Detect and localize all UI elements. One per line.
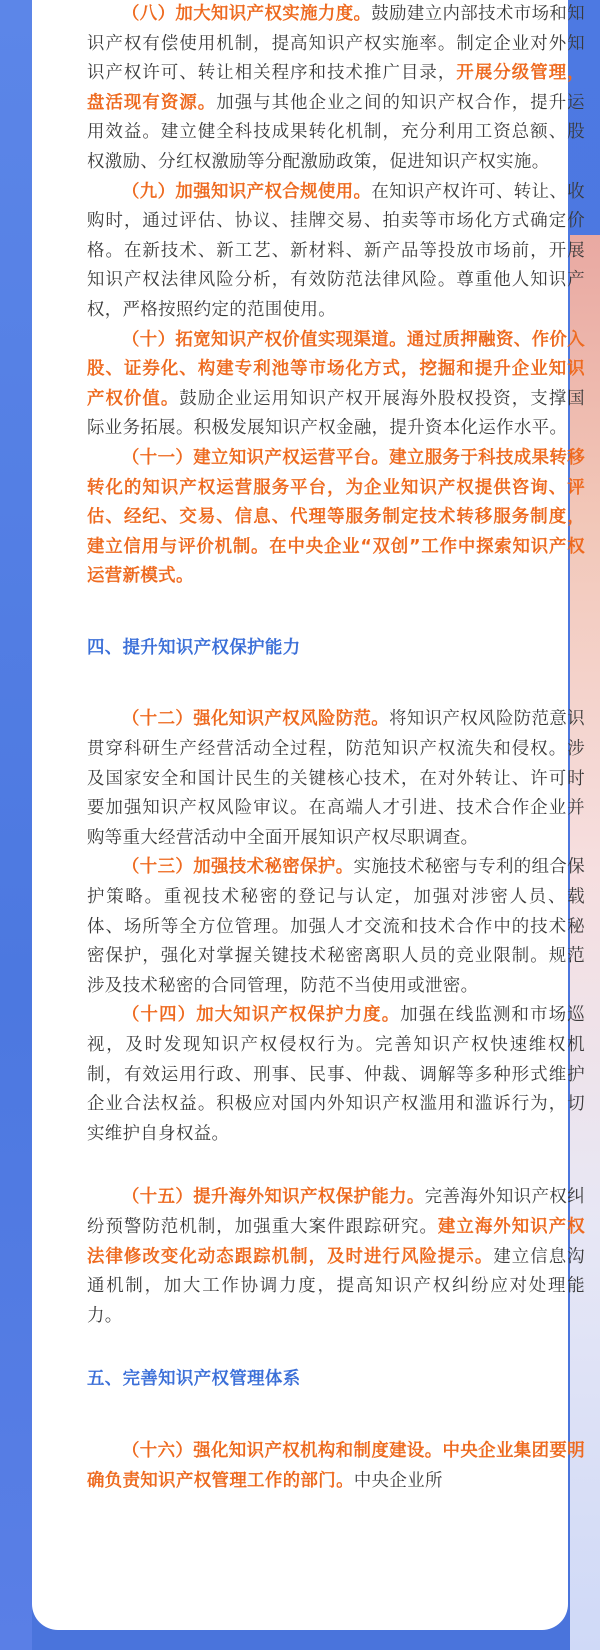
paragraph-9-text: 在知识产权许可、转让、收购时，通过评估、协议、挂牌交易、拍卖等市场化方式确定价格。在新技术、新工艺、新材料、新产品等投放市场前，开展知识产权法律风险分析，有效防范法律风险。尊重他人知识产权，严格按照约定的范围使用。 xyxy=(87,181,585,320)
spacer xyxy=(87,1429,585,1437)
paragraph-15-text-1: 完善海外知识产权纠纷预警防范机制，加强重大案件跟踪研究。 xyxy=(87,1187,585,1237)
paragraph-15 xyxy=(87,1183,585,1331)
spacer xyxy=(87,1395,585,1429)
paragraph-8 xyxy=(87,0,585,178)
paragraph-15-heading: （十五）提升海外知识产权保护能力。 xyxy=(122,1187,425,1208)
spacer xyxy=(87,663,585,697)
paragraph-12-text: 将知识产权风险防范意识贯穿科研生产经营活动全过程，防范知识产权流失和侵权。涉及国家安全和国计民生的关键核心技术，在对外转让、许可时要加强知识产权风险审议。在高端人才引进、技术合作企业并购等重大经营活动中全面开展知识产权尽职调查。 xyxy=(87,709,585,848)
paragraph-11-heading: （十一）建立知识产权运营平台。建立服务于科技成果转移转化的知识产权运营服务平台，为企业知识产权提供咨询、评估、经纪、交易、信息、代理等服务制定技术转移服务制度，建立信用与评价机制。在中央企业“双创”工作中探索知识产权运营新模式。 xyxy=(87,447,585,587)
left-frame xyxy=(0,0,32,1650)
paragraph-12 xyxy=(87,705,585,853)
paragraph-14-heading: （十四）加大知识产权保护力度。 xyxy=(122,1005,401,1026)
paragraph-12-heading: （十二）强化知识产权风险防范。 xyxy=(122,709,390,730)
spacer xyxy=(87,1331,585,1365)
paragraph-8-text-1: 鼓励建立内部技术市场和知识产权有偿使用机制，提高知识产权实施率。制定企业对外知识产权许可、转让相关程序和技术推广目录， xyxy=(87,4,585,84)
paragraph-10-text: 鼓励企业运用知识产权开展海外股权投资，支撑国际业务拓展。积极发展知识产权金融，提升资本化运作水平。 xyxy=(87,388,585,439)
paragraph-13-heading: （十三）加强技术秘密保护。 xyxy=(122,857,354,878)
paragraph-14-text: 加强在线监测和市场巡视，及时发现知识产权侵权行为。完善知识产权快速维权机制，有效运用行政、刑事、民事、仲裁、调解等多种形式维护企业合法权益。积极应对国内外知识产权滥用和滥诉行为，切实维护自身权益。 xyxy=(87,1005,585,1144)
paragraph-16-text: 中央企业所 xyxy=(353,1470,443,1491)
section-heading-4: 四、提升知识产权保护能力 xyxy=(87,637,301,658)
paragraph-8-heading: （八）加大知识产权实施力度。 xyxy=(122,4,372,24)
spacer xyxy=(87,697,585,705)
paragraph-16-heading: （十六）强化知识产权机构和制度建设。中央企业集团要明确负责知识产权管理工作的部门。 xyxy=(87,1440,585,1491)
paragraph-10-heading: （十）拓宽知识产权价值实现渠道。通过质押融资、作价入股、证券化、构建专利池等市场化方式，挖掘和提升企业知识产权价值。 xyxy=(87,329,585,409)
paragraph-13 xyxy=(87,853,585,1001)
paragraph-15-text-2: 建立信息沟通机制，加大工作协调力度，提高知识产权纠纷应对处理能力。 xyxy=(87,1246,585,1326)
paragraph-10 xyxy=(87,326,585,444)
paragraph-13-text: 实施技术秘密与专利的组合保护策略。重视技术秘密的登记与认定，加强对涉密人员、载体、场所等全方位管理。加强人才交流和技术合作中的技术秘密保护，强化对掌握关键技术秘密离职人员的竞业限制。规范涉及技术秘密的合同管理，防范不当使用或泄密。 xyxy=(87,857,586,996)
paragraph-14 xyxy=(87,1001,585,1149)
article-card xyxy=(32,0,586,1630)
spacer xyxy=(87,592,585,634)
spacer xyxy=(87,1149,585,1183)
paragraph-8-highlight: 开展分级管理，盘活现有资源。 xyxy=(87,63,585,113)
section-heading-5: 五、完善知识产权管理体系 xyxy=(87,1369,301,1390)
article-content xyxy=(87,0,585,1496)
paragraph-16 xyxy=(87,1437,585,1496)
paragraph-11 xyxy=(87,444,585,592)
paragraph-9-heading: （九）加强知识产权合规使用。 xyxy=(122,181,372,202)
paragraph-9 xyxy=(87,178,585,326)
paragraph-8-text-2: 加强与其他企业之间的知识产权合作，提升运用效益。建立健全科技成果转化机制，充分利用工资总额、股权激励、分红权激励等分配激励政策，促进知识产权实施。 xyxy=(87,92,585,172)
paragraph-15-highlight: 建立海外知识产权法律修改变化动态跟踪机制，及时进行风险提示。 xyxy=(87,1216,585,1267)
